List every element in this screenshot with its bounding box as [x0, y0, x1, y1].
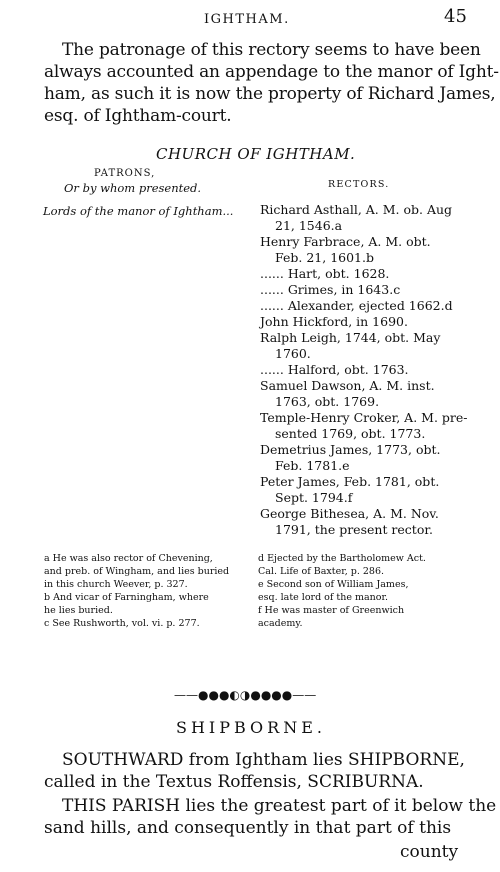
rector-line: George Bithesea, A. M. Nov. [260, 506, 439, 521]
rector-line: ...... Alexander, ejected 1662.d [260, 298, 453, 313]
rectors-label: RECTORS. [328, 179, 390, 190]
body-line-3: THIS PARISH lies the greatest part of it below the [62, 796, 497, 816]
rector-line: 1791, the present rector. [275, 522, 433, 537]
rector-line: ...... Hart, obt. 1628. [260, 266, 390, 281]
rector-line: ...... Halford, obt. 1763. [260, 362, 409, 377]
patrons-sub: Or by whom presented. [64, 181, 202, 195]
rector-line: ...... Grimes, in 1643.c [260, 282, 401, 297]
rector-line: Demetrius James, 1773, obt. [260, 442, 441, 457]
footnote-line: academy. [258, 618, 303, 629]
church-title: CHURCH OF IGHTHAM. [156, 145, 356, 163]
footnote-line: esq. late lord of the manor. [258, 592, 389, 603]
rector-line: Peter James, Feb. 1781, obt. [260, 474, 440, 489]
footnote-line: he lies buried. [44, 605, 113, 616]
rector-line: Feb. 21, 1601.b [275, 250, 374, 265]
rector-line: Samuel Dawson, A. M. inst. [260, 378, 435, 393]
patron-entry: Lords of the manor of Ightham... [43, 204, 234, 218]
rector-line: Feb. 1781.e [275, 458, 350, 473]
rector-line: John Hickford, in 1690. [260, 314, 408, 329]
rector-line: Ralph Leigh, 1744, obt. May [260, 330, 441, 345]
patrons-label: PATRONS, [94, 168, 156, 179]
footnote-line: and preb. of Wingham, and lies buried [44, 566, 230, 577]
catchword: county [400, 842, 459, 862]
rector-line: 1760. [275, 346, 311, 361]
rector-line: Henry Farbrace, A. M. obt. [260, 234, 431, 249]
rector-line: Sept. 1794.f [275, 490, 353, 505]
intro-line-1: The patronage of this rectory seems to have been [62, 40, 481, 60]
section-title: SHIPBORNE. [176, 718, 326, 737]
footnote-line: c See Rushworth, vol. vi. p. 277. [44, 618, 200, 629]
intro-line-3: ham, as such it is now the property of Richard James, [44, 84, 496, 104]
footnote-line: f He was master of Greenwich [258, 605, 405, 616]
footnote-line: b And vicar of Farningham, where [44, 592, 209, 603]
page-number: 45 [444, 6, 467, 27]
footnote-line: in this church Weever, p. 327. [44, 579, 188, 590]
rector-line: 21, 1546.a [275, 218, 343, 233]
intro-line-2: always accounted an appendage to the manor of Ight- [44, 62, 499, 82]
rector-line: Temple-Henry Croker, A. M. pre- [260, 410, 468, 425]
rector-line: sented 1769, obt. 1773. [275, 426, 426, 441]
rector-line: 1763, obt. 1769. [275, 394, 380, 409]
rector-line: Richard Asthall, A. M. ob. Aug [260, 202, 453, 217]
running-title: IGHTHAM. [204, 12, 290, 27]
ornament-divider: ——●●●◐◑●●●●—— [174, 688, 317, 702]
footnote-line: a He was also rector of Chevening, [44, 553, 213, 564]
body-line-4: sand hills, and consequently in that part of this [44, 818, 452, 838]
body-line-2: called in the Textus Roffensis, SCRIBURNA. [44, 772, 424, 792]
intro-line-4: esq. of Ightham-court. [44, 106, 232, 126]
footnote-line: Cal. Life of Baxter, p. 286. [258, 566, 385, 577]
footnote-line: d Ejected by the Bartholomew Act. [258, 553, 426, 564]
body-line-1: SOUTHWARD from Ightham lies SHIPBORNE, [62, 750, 465, 770]
footnote-line: e Second son of William James, [258, 579, 409, 590]
